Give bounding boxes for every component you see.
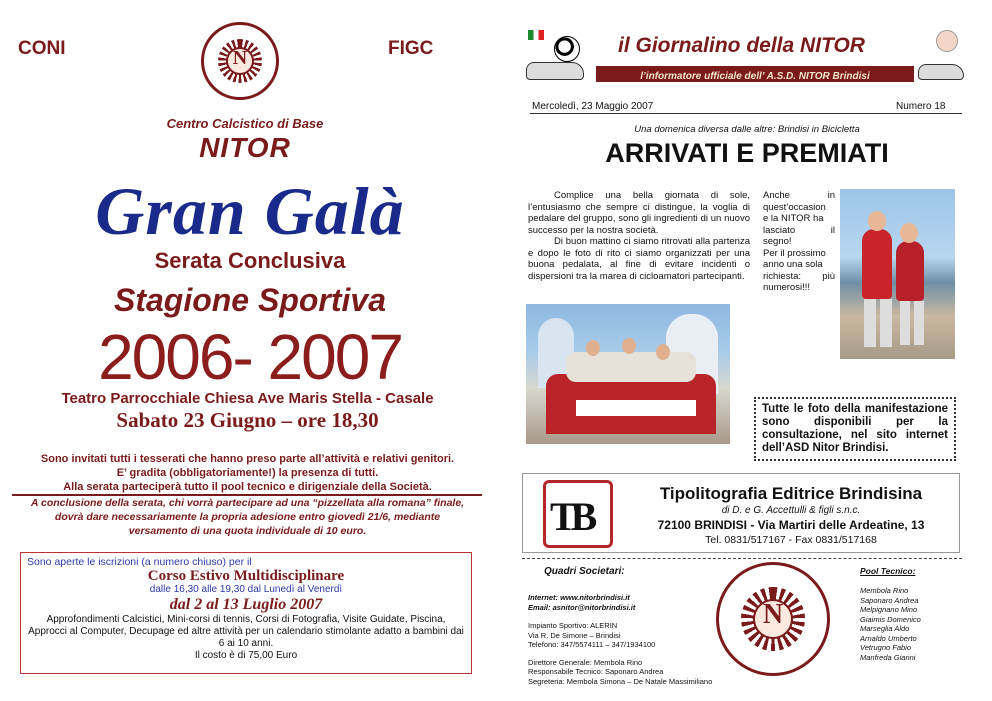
corso-date: dal 2 al 13 Luglio 2007 bbox=[169, 596, 323, 613]
seal-letter: N bbox=[762, 599, 784, 630]
tb-logo-text: TB bbox=[550, 494, 592, 539]
corso-estivo-box bbox=[20, 552, 472, 674]
ad-sub: di D. e G. Accettulli & figli s.n.c. bbox=[721, 505, 861, 516]
kicker: Una domenica diversa dalle altre: Brindisi in Bicicletta bbox=[634, 124, 860, 135]
pool-tecnico bbox=[860, 566, 960, 662]
article-text bbox=[528, 190, 750, 282]
teatro-text: Teatro Parrocchiale Chiesa Ave Maris Stella - Casale bbox=[61, 390, 434, 407]
right-page bbox=[496, 0, 992, 701]
photo-availability-text: Tutte le foto della manifestazione sono disponibili per la consultazione, nel sito internet dell’ASD Nitor Brindisi. bbox=[762, 403, 948, 454]
masthead-band bbox=[596, 66, 914, 82]
invite-line-1: Sono invitati tutti i tesserati che hanno preso parte all’attività e relativi genitori. bbox=[40, 453, 455, 465]
pool-name: Giaimis Domenico bbox=[860, 614, 921, 624]
flag-icon bbox=[528, 30, 544, 40]
article-paragraph-2: Di buon mattino ci siamo ritrovati alla partenza e dopo le foto di rito ci siamo organizzati per una buona pedalata, al fine di evitare incidenti o dispersioni tra la marea di cicloamatori partecipanti. bbox=[528, 236, 750, 282]
coni-label: CONI bbox=[18, 38, 66, 59]
kids-photo bbox=[840, 189, 955, 359]
headline: ARRIVATI E PREMIATI bbox=[605, 138, 889, 168]
quadri-societari bbox=[528, 566, 748, 686]
date-time-text: Sabato 23 Giugno – ore 18,30 bbox=[116, 408, 379, 432]
side-line: segno! bbox=[763, 236, 792, 247]
quadri-title: Quadri Societari: bbox=[544, 566, 625, 577]
quadri-direttore: Direttore Generale: Membola Rino bbox=[528, 657, 643, 667]
centro-text: Centro Calcistico di Base bbox=[166, 116, 324, 131]
pizzellata-block bbox=[10, 496, 485, 538]
corso-desc: Approfondimenti Calcistici, Mini-corsi di tennis, Corsi di Fotografia, Visite Guidate, Piscina, Approcci al Computer, Decupage ed altre attività per un calendario stimolante adatto a bambini dai 6 ai 10 anni. bbox=[28, 614, 464, 649]
nitor-seal-logo bbox=[201, 22, 279, 100]
header-rule bbox=[530, 113, 962, 114]
corso-title: Corso Estivo Multidisciplinare bbox=[147, 568, 345, 584]
side-line: Per il prossimo bbox=[763, 247, 826, 259]
side-line: numerosi!!! bbox=[763, 282, 810, 293]
pizza-line-2: dovrà dare necessariamente la propria adesione entro giovedì 21/6, mediante bbox=[54, 511, 441, 523]
pool-name: Saponaro Andrea bbox=[860, 595, 919, 605]
years-title: 2006- 2007 bbox=[98, 321, 402, 393]
car-icon-left bbox=[526, 62, 584, 80]
nitor-seal-logo-bottom bbox=[716, 562, 830, 676]
serata-conclusiva: Serata Conclusiva bbox=[154, 248, 346, 273]
pool-name: Membola Rino bbox=[860, 586, 909, 595]
nitor-title: NITOR bbox=[199, 132, 291, 163]
quadri-impianto-1: Impianto Sportivo: ALERIN bbox=[528, 621, 618, 630]
tipolitografia-ad bbox=[522, 473, 960, 553]
pool-name: Arnaldo Umberto bbox=[860, 633, 917, 643]
car-icon-right bbox=[918, 64, 964, 80]
invite-line-2: E’ gradita (obbligatoriamente!) la presenza di tutti. bbox=[116, 467, 379, 479]
side-line: quest’occasion bbox=[763, 201, 826, 213]
pool-name: Marseglia Aldo bbox=[860, 624, 910, 633]
pizza-line-1: A conclusione della serata, chi vorrà partecipare ad una “pizzellata alla romana” finale, bbox=[30, 497, 465, 509]
soccer-ball-icon bbox=[554, 36, 580, 62]
corso-orari: dalle 16,30 alle 19,30 dal Lunedì al Venerdì bbox=[149, 584, 343, 595]
corso-costo: Il costo è di 75,00 Euro bbox=[194, 650, 298, 661]
corso-intro: Sono aperte le iscrizioni (a numero chiuso) per il bbox=[27, 556, 252, 568]
gran-gala-title: Gran Galà bbox=[95, 173, 405, 249]
side-line: Anche in bbox=[763, 190, 835, 201]
pool-name: Melpignano Mino bbox=[860, 605, 918, 614]
ad-name: Tipolitografia Editrice Brindisina bbox=[659, 484, 923, 503]
dashed-divider bbox=[522, 558, 962, 559]
quadri-email: Email: asnitor@nitorbrindisi.it bbox=[528, 603, 636, 612]
seal-letter: N bbox=[232, 47, 248, 69]
stagione-sportiva: Stagione Sportiva bbox=[113, 282, 387, 318]
tb-logo bbox=[543, 480, 613, 548]
quadri-responsabile: Responsabile Tecnico: Saponaro Andrea bbox=[528, 667, 664, 676]
ad-address: 72100 BRINDISI - Via Martiri delle Ardeatine, 13 bbox=[657, 518, 925, 532]
invite-line-3: Alla serata parteciperà tutto il pool tecnico e dirigenziale della Società. bbox=[63, 481, 432, 493]
issue-number: Numero 18 bbox=[896, 101, 946, 112]
figc-label: FIGC bbox=[388, 38, 434, 59]
side-line: richiesta: più bbox=[763, 270, 835, 282]
photo-availability-box bbox=[754, 397, 956, 461]
article-paragraph-1: Complice una bella giornata di sole, l’entusiasmo che sempre ci distingue, la voglia di pedalare del gruppo, sono gli ingredienti di un nuovo successo per la nostra società. bbox=[528, 190, 750, 236]
quadri-telefono: Telefono: 347/5574111 – 347/1934100 bbox=[528, 640, 656, 649]
pool-name: Vetrugno Fabio bbox=[860, 643, 912, 652]
side-line: lasciato il bbox=[763, 224, 835, 236]
issue-date: Mercoledì, 23 Maggio 2007 bbox=[532, 101, 654, 112]
group-photo bbox=[526, 304, 730, 444]
side-line: anno una sola bbox=[763, 259, 823, 270]
quadri-internet: Internet: www.nitorbrindisi.it bbox=[528, 593, 630, 602]
masthead-tagline: l’informatore ufficiale dell’ A.S.D. NITOR Brindisi bbox=[640, 71, 870, 82]
masthead-title: il Giornalino della NITOR bbox=[618, 34, 865, 57]
quadri-impianto-2: Via R. De Simone – Brindisi bbox=[528, 630, 621, 640]
pizza-line-3: versamento di una quota individuale di 10 euro. bbox=[128, 525, 367, 537]
quadri-segreteria: Segreteria: Membola Simona – De Natale Massimiliano bbox=[528, 676, 713, 686]
pool-name: Manfreda Gianni bbox=[860, 652, 916, 662]
ball-icon-right bbox=[936, 30, 958, 52]
side-note bbox=[763, 190, 835, 294]
pool-title: Pool Tecnico: bbox=[860, 566, 916, 576]
side-line: e la NITOR ha bbox=[763, 213, 824, 224]
invite-block bbox=[10, 452, 485, 494]
ad-phone: Tel. 0831/517167 - Fax 0831/517168 bbox=[705, 534, 877, 546]
